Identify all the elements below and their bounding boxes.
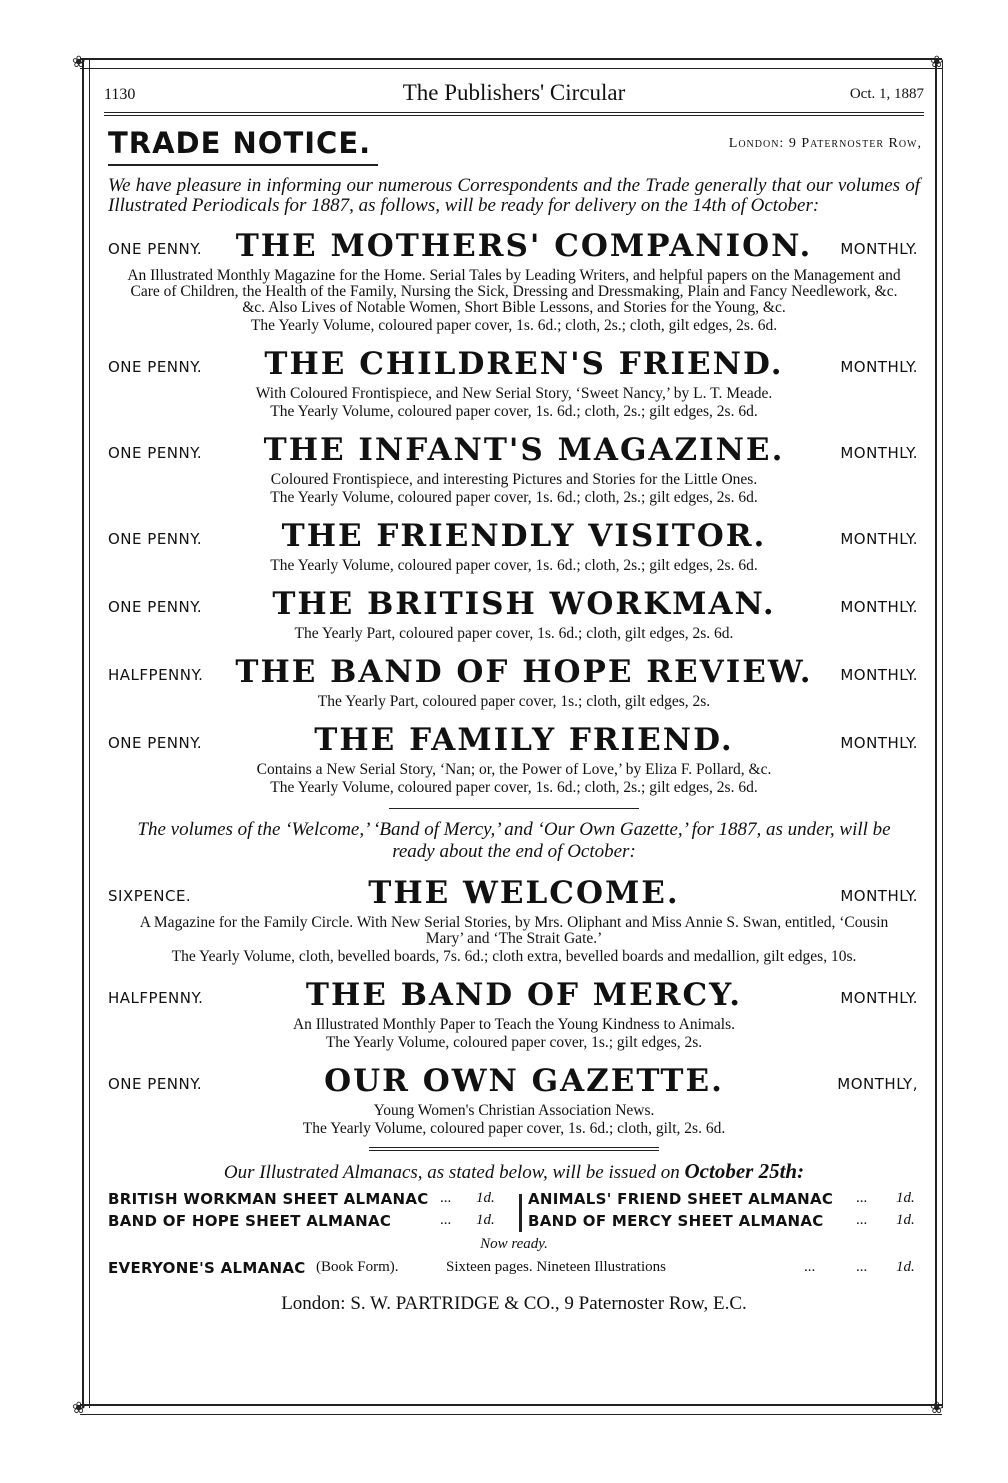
notice-address: London: 9 Paternoster Row,: [728, 136, 922, 151]
publication-entry: [104, 977, 924, 1051]
publication-description-line: The Yearly Volume, coloured paper cover, 1s. 6d.; cloth, 2s.; gilt edges, 2s. 6d.: [270, 403, 758, 420]
publisher-imprint: London: S. W. PARTRIDGE & CO., 9 Paternoster Row, E.C.: [281, 1293, 747, 1314]
almanac-item-name: BRITISH WORKMAN SHEET ALMANAC: [108, 1190, 429, 1208]
publication-title: THE MOTHERS' COMPANION.: [235, 228, 813, 264]
publication-description-line: A Magazine for the Family Circle. With New Serial Stories, by Mrs. Oliphant and Miss Annie S. Swan, entitled, ‘Cousin Mary’ and ‘The Strait Gate.’: [139, 914, 889, 947]
publication-description-line: Young Women's Christian Association News.: [373, 1102, 655, 1119]
publication-description-line: Coloured Frontispiece, and interesting Pictures and Stories for the Little Ones.: [270, 471, 758, 488]
section-divider-double: [369, 1147, 659, 1151]
corner-ornament-icon: ❀: [930, 52, 944, 71]
publication-entry: [104, 654, 924, 710]
publication-description-line: The Yearly Volume, coloured paper cover, 1s. 6d.; cloth, 2s.; gilt edges, 2s. 6d.: [270, 779, 758, 796]
running-header: [104, 72, 924, 108]
volumes-intro: The volumes of the ‘Welcome,’ ‘Band of Mercy,’ and ‘Our Own Gazette,’ for 1887, as under, will be ready about the end of October:: [137, 819, 891, 862]
page-content: [104, 72, 924, 1315]
publication-price: ONE PENNY.: [108, 1075, 203, 1093]
publication-description-line: The Yearly Volume, coloured paper cover, 1s.; gilt edges, 2s.: [325, 1034, 703, 1051]
publication-description: [104, 626, 924, 642]
publication-description-line: With Coloured Frontispiece, and New Serial Story, ‘Sweet Nancy,’ by L. T. Meade.: [255, 385, 773, 402]
almanac-issue-date: October 25th:: [684, 1159, 805, 1183]
publication-frequency: MONTHLY,: [837, 1075, 918, 1093]
almanac-item-price: 1d.: [896, 1190, 915, 1206]
everyone-almanac-details: Sixteen pages. Nineteen Illustrations: [446, 1259, 666, 1275]
almanac-column-divider: [519, 1194, 522, 1232]
publication-heading: [104, 1063, 924, 1101]
header-rule: [104, 112, 924, 116]
publication-heading: [104, 432, 924, 470]
publication-description-line: The Yearly Volume, coloured paper cover, 1s. 6d.; cloth, 2s.; cloth, gilt edges, 2s. 6d.: [250, 317, 778, 334]
everyone-almanac-price: 1d.: [896, 1259, 915, 1275]
publication-frequency: MONTHLY.: [840, 734, 918, 752]
publication-entry: [104, 432, 924, 506]
publication-heading: [104, 586, 924, 624]
publication-description: [104, 762, 924, 796]
publication-frequency: MONTHLY.: [840, 887, 918, 905]
almanac-intro: [104, 1159, 924, 1184]
almanac-intro-text: Our Illustrated Almanacs, as stated below, will be issued on: [223, 1162, 680, 1183]
publication-price: ONE PENNY.: [108, 444, 203, 462]
publication-entry: [104, 875, 924, 965]
notice-underline: [108, 164, 378, 166]
publication-list-2: [104, 875, 924, 1137]
everyone-almanac-form: (Book Form).: [316, 1259, 399, 1275]
publication-entry: [104, 586, 924, 642]
publication-description-line: The Yearly Volume, coloured paper cover, 1s. 6d.; cloth, 2s.; gilt edges, 2s. 6d.: [270, 557, 758, 574]
publication-description: [104, 1017, 924, 1051]
publication-title: THE BRITISH WORKMAN.: [272, 586, 776, 622]
publication-frequency: MONTHLY.: [840, 989, 918, 1007]
publication-frequency: MONTHLY.: [840, 530, 918, 548]
section-divider: [389, 808, 639, 809]
publication-frequency: MONTHLY.: [840, 358, 918, 376]
frame-bottom-rule: [80, 1404, 942, 1415]
publication-title: THE BAND OF MERCY.: [305, 977, 743, 1013]
publication-price: HALFPENNY.: [108, 666, 204, 684]
almanac-item-price: 1d.: [476, 1190, 495, 1206]
publication-price: ONE PENNY.: [108, 734, 203, 752]
notice-title: TRADE NOTICE.: [108, 126, 372, 160]
publication-heading: [104, 346, 924, 384]
publication-title: THE CHILDREN'S FRIEND.: [264, 346, 784, 382]
publication-title: THE WELCOME.: [368, 875, 680, 911]
publication-list-1: [104, 228, 924, 796]
frame-right-rule: [935, 60, 943, 1408]
almanac-item-price: 1d.: [476, 1212, 495, 1228]
corner-ornament-icon: ❀: [930, 1398, 944, 1417]
publication-description: [104, 558, 924, 574]
publication-description-line: The Yearly Volume, coloured paper cover, 1s. 6d.; cloth, 2s.; gilt edges, 2s. 6d.: [270, 489, 758, 506]
publication-price: ONE PENNY.: [108, 240, 203, 258]
publication-frequency: MONTHLY.: [840, 598, 918, 616]
publication-price: ONE PENNY.: [108, 530, 203, 548]
everyones-almanac-row: [104, 1257, 924, 1281]
publication-description-line: The Yearly Part, coloured paper cover, 1s. 6d.; cloth, gilt edges, 2s. 6d.: [294, 625, 734, 642]
corner-ornament-icon: ❀: [72, 52, 86, 71]
publication-entry: [104, 518, 924, 574]
publication-title: THE INFANT'S MAGAZINE.: [263, 432, 785, 468]
publication-heading: [104, 875, 924, 913]
publication-description-line: An Illustrated Monthly Magazine for the Home. Serial Tales by Leading Writers, and helpful papers on the Management and Care of Children, the Health of the Family, Nursing the Sick, Dressing and Dressmaking, Plain and Fancy Needlework, &c. &c. Also Lives of Notable Women, Short Bible Lessons, and Stories for the Young, &c.: [127, 267, 901, 316]
intro-paragraph: We have pleasure in informing our numerous Correspondents and the Trade generally that our volumes of Illustrated Periodicals for 1887, as follows, will be ready for delivery on the 14th of October:: [108, 175, 920, 216]
publication-price: SIXPENCE.: [108, 887, 192, 905]
publication-description: [104, 268, 924, 334]
publication-title: THE FAMILY FRIEND.: [314, 722, 734, 758]
publication-description-line: The Yearly Volume, cloth, bevelled boards, 7s. 6d.; cloth extra, bevelled boards and medallion, gilt edges, 10s.: [171, 948, 857, 965]
publication-heading: [104, 977, 924, 1015]
publication-description: [104, 694, 924, 710]
publication-description: [104, 472, 924, 506]
publication-price: HALFPENNY.: [108, 989, 204, 1007]
publication-title: THE FRIENDLY VISITOR.: [281, 518, 767, 554]
publication-price: ONE PENNY.: [108, 598, 203, 616]
leader-dots: ...: [856, 1190, 868, 1206]
publication-description-line: The Yearly Part, coloured paper cover, 1s.; cloth, gilt edges, 2s.: [317, 693, 711, 710]
leader-dots: ...: [856, 1259, 868, 1275]
publication-frequency: MONTHLY.: [840, 666, 918, 684]
publication-heading: [104, 228, 924, 266]
publication-frequency: MONTHLY.: [840, 444, 918, 462]
leader-dots: ...: [440, 1212, 452, 1228]
almanac-item-name: ANIMALS' FRIEND SHEET ALMANAC: [528, 1190, 834, 1208]
publication-heading: [104, 518, 924, 556]
publication-entry: [104, 1063, 924, 1137]
everyone-almanac-name: EVERYONE'S ALMANAC: [108, 1259, 306, 1277]
almanac-item-price: 1d.: [896, 1212, 915, 1228]
frame-left-rule: [82, 60, 90, 1408]
issue-date: Oct. 1, 1887: [849, 86, 924, 102]
publication-title: THE BAND OF HOPE REVIEW.: [235, 654, 813, 690]
publication-description-line: An Illustrated Monthly Paper to Teach the Young Kindness to Animals.: [292, 1016, 736, 1033]
publication-entry: [104, 722, 924, 796]
publication-description-line: Contains a New Serial Story, ‘Nan; or, the Power of Love,’ by Eliza F. Pollard, &c.: [256, 761, 772, 778]
almanac-list: [104, 1190, 924, 1234]
trade-notice-heading: [104, 122, 924, 166]
page-number: 1130: [104, 86, 136, 103]
publication-entry: [104, 228, 924, 334]
publication-heading: [104, 722, 924, 760]
now-ready-note: Now ready.: [480, 1236, 548, 1252]
publication-price: ONE PENNY.: [108, 358, 203, 376]
corner-ornament-icon: ❀: [72, 1398, 86, 1417]
publication-description: [104, 915, 924, 965]
frame-top-rule: [80, 58, 942, 69]
publication-frequency: MONTHLY.: [840, 240, 918, 258]
publication-description: [104, 1103, 924, 1137]
almanac-item-name: BAND OF MERCY SHEET ALMANAC: [528, 1212, 824, 1230]
publication-title: OUR OWN GAZETTE.: [324, 1063, 724, 1099]
leader-dots: ...: [440, 1190, 452, 1206]
leader-dots: ...: [804, 1259, 816, 1275]
publication-heading: [104, 654, 924, 692]
leader-dots: ...: [856, 1212, 868, 1228]
publication-description: [104, 386, 924, 420]
publication-entry: [104, 346, 924, 420]
journal-title: The Publishers' Circular: [402, 80, 626, 105]
publication-description-line: The Yearly Volume, coloured paper cover, 1s. 6d.; cloth, gilt, 2s. 6d.: [302, 1120, 726, 1137]
almanac-item-name: BAND OF HOPE SHEET ALMANAC: [108, 1212, 392, 1230]
